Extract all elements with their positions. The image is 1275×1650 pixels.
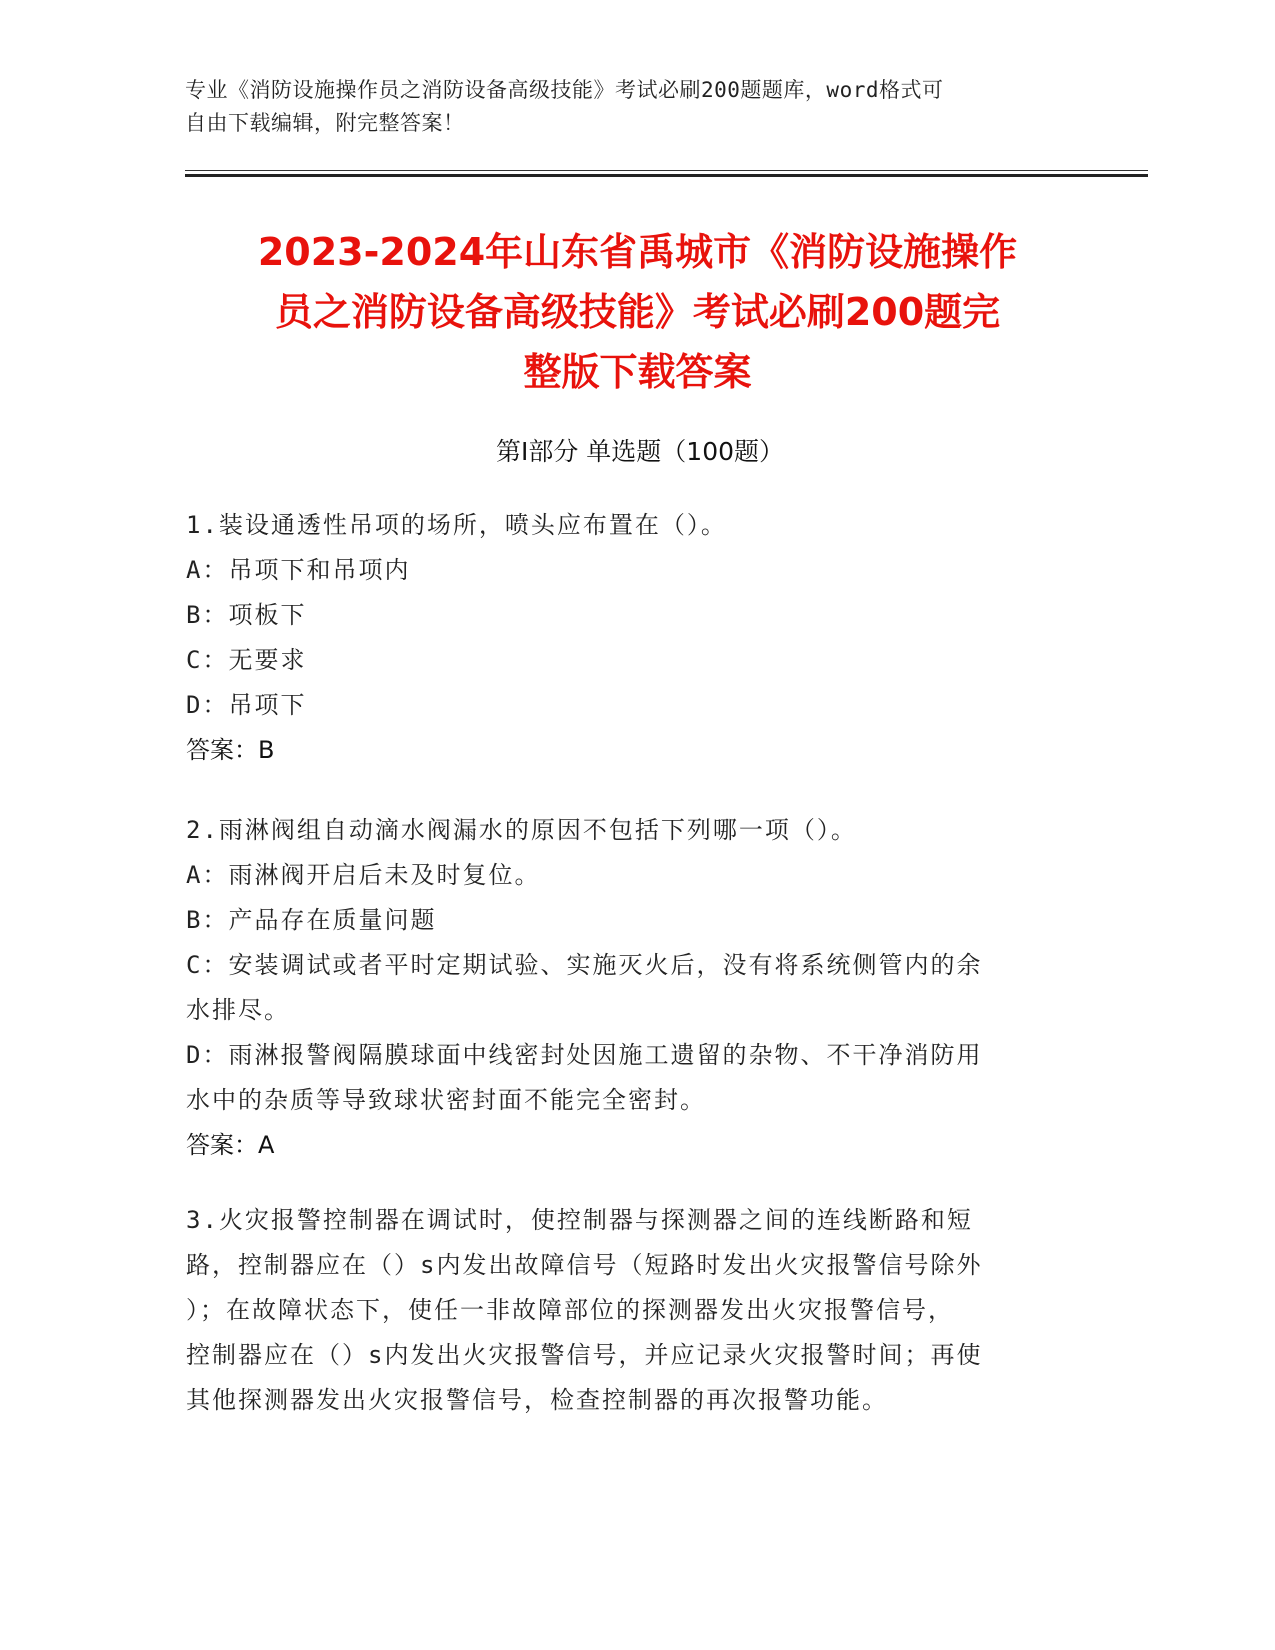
header-divider-thick bbox=[185, 174, 1148, 177]
question-stem-continued: 其他探测器发出火灾报警信号，检查控制器的再次报警功能。 bbox=[186, 1386, 888, 1414]
answer-label: 答案：A bbox=[186, 1131, 275, 1159]
option-a: A：雨淋阀开启后未及时复位。 bbox=[186, 861, 541, 889]
option-c: C：安装调试或者平时定期试验、实施灭火后，没有将系统侧管内的余 bbox=[186, 951, 983, 979]
question-block bbox=[186, 1198, 1086, 1423]
section-heading: 第Ⅰ部分 单选题（100题） bbox=[495, 437, 785, 466]
option-b: B：项板下 bbox=[186, 601, 307, 629]
option-c-continued: 水排尽。 bbox=[186, 996, 290, 1024]
header-note-line: 专业《消防设施操作员之消防设备高级技能》考试必刷200题题库，word格式可 bbox=[185, 78, 944, 102]
question-block bbox=[186, 808, 1086, 1168]
document-title bbox=[160, 222, 1115, 402]
option-d: D：雨淋报警阀隔膜球面中线密封处因施工遗留的杂物、不干净消防用 bbox=[186, 1041, 983, 1069]
option-c: C：无要求 bbox=[186, 646, 307, 674]
title-line: 整版下载答案 bbox=[523, 350, 752, 394]
question-stem: 2.雨淋阀组自动滴水阀漏水的原因不包括下列哪一项（）。 bbox=[186, 816, 857, 844]
answer-label: 答案：B bbox=[186, 736, 275, 764]
title-line: 2023-2024年山东省禹城市《消防设施操作 bbox=[257, 230, 1018, 274]
title-line: 员之消防设备高级技能》考试必刷200题完 bbox=[274, 290, 1001, 334]
question-stem-continued: 路，控制器应在（）s内发出故障信号（短路时发出火灾报警信号除外 bbox=[186, 1251, 983, 1279]
header-note-line: 自由下载编辑，附完整答案！ bbox=[185, 111, 465, 135]
header-note bbox=[185, 74, 1065, 140]
question-block bbox=[186, 503, 1086, 773]
header-divider-thin bbox=[185, 170, 1148, 171]
option-d: D：吊项下 bbox=[186, 691, 307, 719]
question-stem: 1.装设通透性吊项的场所，喷头应布置在（）。 bbox=[186, 511, 727, 539]
option-d-continued: 水中的杂质等导致球状密封面不能完全密封。 bbox=[186, 1086, 706, 1114]
question-stem-continued: ）；在故障状态下，使任一非故障部位的探测器发出火灾报警信号， bbox=[186, 1296, 954, 1324]
question-stem-continued: 控制器应在（）s内发出火灾报警信号，并应记录火灾报警时间；再使 bbox=[186, 1341, 983, 1369]
question-stem: 3.火灾报警控制器在调试时，使控制器与探测器之间的连线断路和短 bbox=[186, 1206, 973, 1234]
option-b: B：产品存在质量问题 bbox=[186, 906, 437, 934]
option-a: A：吊项下和吊项内 bbox=[186, 556, 411, 584]
